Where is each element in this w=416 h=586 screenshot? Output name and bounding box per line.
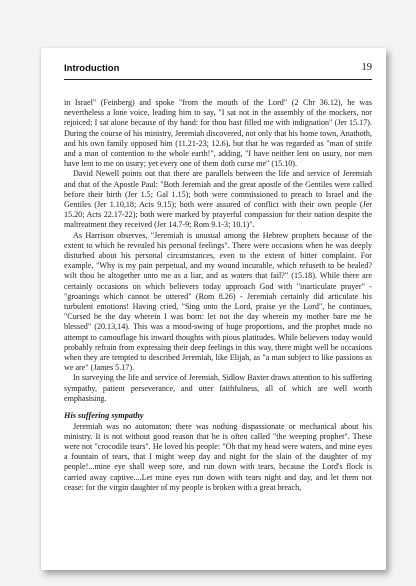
paragraph: Jeremiah was no automaton: there was nothing dispassionate or mechanical about his ministry. It is not without good reason that he is often called "the weeping prophet". These were not "crocodile tears". He loved his people: "Oh that my head were waters, and mine eyes a fountain of tears, that I might weep day and night for the slain of the daughter of my people!...mine eye shall weep sore, and run down with tears, because the Lord's flock is carried away captive....Let mine eyes run down with tears night and day, and let them not cease: for the virgin daughter of my people is broken with a great breach, [64,421,372,492]
running-head [64,63,372,80]
paragraph: in Israel" (Feinberg) and spoke "from the mouth of the Lord" (2 Chr 36.12), he was nevertheless a lone voice, leading him to say, "I sat not in the assembly of the mockers, nor rejoiced; I sat alone because of thy hand: for thou hast filled me with indignation" (Jer 15.17). During the course of his ministry, Jeremiah discovered, not only that his home town, Anathoth, and his own family opposed him (11.21-23; 12.6), but that he was regarded as "man of strife and a man of contention to the whole earth!", adding, "I have neither lent on usury, nor men have lent to me on usury; yet every one of them doth curse me" (15.10). [64,98,372,169]
chapter-title: Introduction [64,63,120,74]
paragraph: In surveying the life and service of Jeremiah, Sidlow Baxter draws attention to his suffering sympathy, patient perseverance, and utter faithfulness, all of which are well worth emphasising. [64,373,372,403]
paragraph: As Harrison observes, "Jeremiah is unusual among the Hebrew prophets because of the extent to which he revealed his personal feelings". There were occasions when he was deeply disturbed about his personal circumstances, even to the extent of bitter complaint. For example, "Why is my pain perpetual, and my wound incurable, which refuseth to be healed? wilt thou be altogether unto me as a liar, and as waters that fail?" (15.18). While there are certainly occasions on which believers today approach God with "inarticulate prayer" - "groanings which cannot be uttered" (Rom 8.26) - Jeremiah certainly did articulate his turbulent emotions! Having cried, "Sing unto the Lord, praise ye the Lord", he continues, "Cursed be the day wherein I was born: let not the day wherein my mother bare me be blessed" (20.13,14). This was a mood-swing of huge proportions, and the prophet made no attempt to camouflage his inward thoughts with pious platitudes. While believers today would probably refrain from expressing their deep feelings in this way, there might well be occasions when they are tempted to described Jeremiah, like Elijah, as "a man subject to like passions as we are" (James 5.17). [64,230,372,373]
page-number: 19 [361,62,372,73]
body-text [64,98,372,493]
paragraph: David Newell points out that there are parallels between the life and service of Jeremiah and that of the Apostle Paul: "Both Jeremiah and the great apostle of the Gentiles were called before their birth (Jer 1.5; Gal 1.15); both were commissioned to preach to Israel and the Gentiles (Jer 1.10,18; Acts 9.15); both were assured of conflict with their own people (Jer 15.20; Acts 22.17-22); both were marked by prayerful compassion for their nation despite the maltreatment they received (Jer 14.7-9; Rom 9.1-3; 10.1)". [64,169,372,230]
section-heading: His suffering sympathy [64,411,144,421]
book-page [41,48,386,570]
